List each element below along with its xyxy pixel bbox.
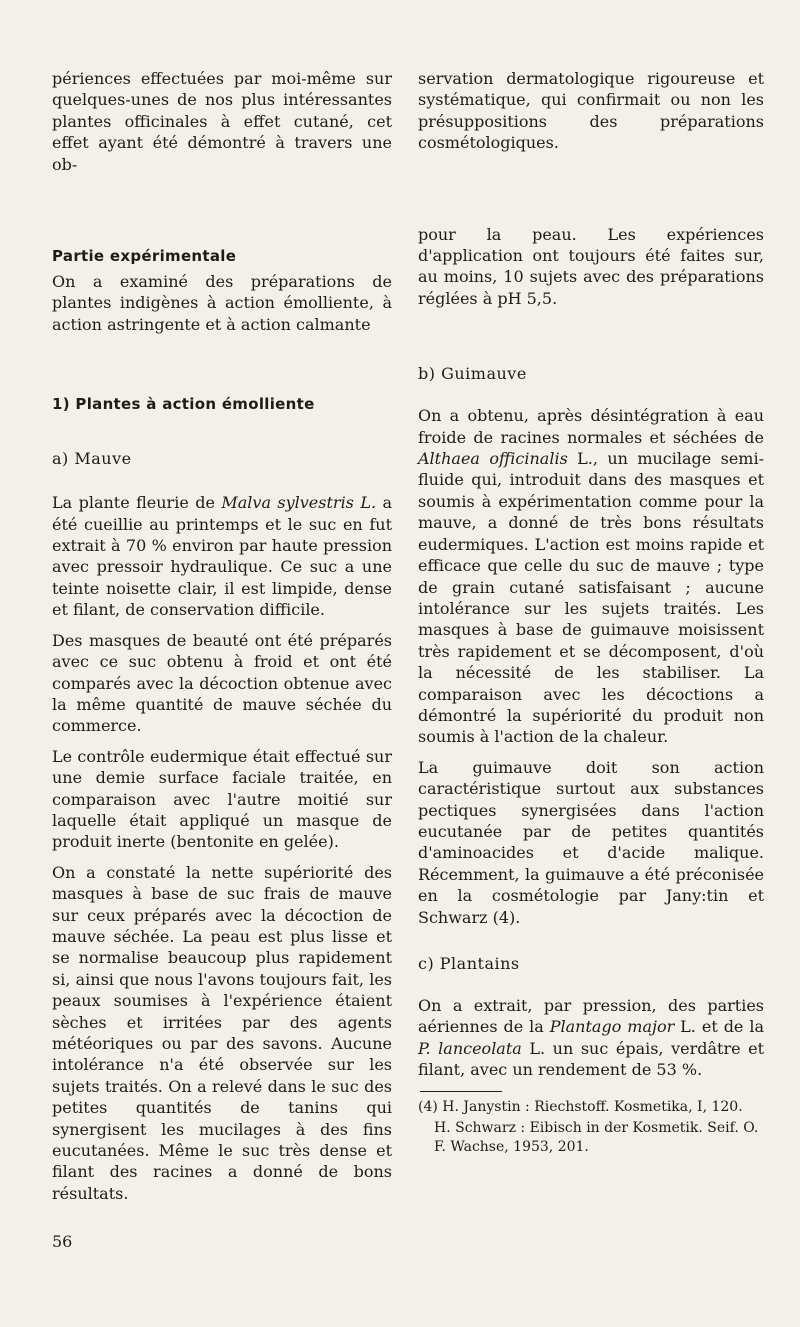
footnote-divider [420,1091,502,1092]
mauve-paragraph-1: La plante fleurie de Malva sylvestris L. a été cueillie au printemps et le suc en fut extrait à 70 % environ par haute pression avec pressoir hydraulique. Ce suc a une teinte noisette clair, il est limpide, dense et filant, de conservation difficile. [52,493,392,620]
subsection-heading: 1) Plantes à action émolliente [52,395,315,414]
mauve-paragraph-2: Des masques de beauté ont été préparés avec ce suc obtenu à froid et ont été comparés avec la décoction obtenue avec la même quantité de mauve séchée du commerce. [52,630,392,736]
right-intro-paragraph: servation dermatologique rigoureuse et systématique, qui confirmait ou non les présuppositions des préparations cosmétologiques. [418,69,764,153]
left-column [52,68,392,1204]
footnote-1: (4) H. Janystin : Riechstoff. Kosmetika, I, 120. [418,1098,743,1115]
mauve-label: a) Mauve [52,449,132,469]
right-column [418,68,764,1157]
plantains-paragraph: On a extrait, par pression, des parties aériennes de la Plantago major L. et de la P. lanceolata L. un suc épais, verdâtre et filant, avec un rendement de 53 %. [418,996,765,1080]
skin-paragraph: pour la peau. Les expériences d'application ont toujours été faites sur, au moins, 10 sujets avec des préparations réglées à pH 5,5. [418,224,764,308]
section-heading: Partie expérimentale [52,247,237,266]
footnotes [418,1098,764,1157]
page-number: 56 [52,1232,73,1251]
guimauve-label: b) Guimauve [418,364,527,384]
guimauve-paragraph-1: On a obtenu, après désintégration à eau froide de racines normales et séchées de Althaea officinalis L., un mucilage semi-fluide qui, introduit dans des masques et soumis à expérimentation comme pour la mauve, a donné de très bons résultats eudermiques. L'action est moins rapide et efficace que celle du suc de mauve ; type de grain cutané satisfaisant ; aucune intolérance sur les sujets traités. Les masques à base de guimauve moisissent très rapidement et se décomposent, d'où la nécessité de les stabiliser. La comparaison avec les décoctions a démontré la supériorité du produit non soumis à l'action de la chaleur. [418,406,765,747]
mauve-paragraph-4: On a constaté la nette supériorité des masques à base de suc frais de mauve sur ceux préparés avec la décoction de mauve séchée. La peau est plus lisse et se normalise beaucoup plus rapidement si, ainsi que nous l'avons toujours fait, les peaux soumises à l'expérience étaient sèches et irritées par des agents météoriques ou par des savons. Aucune intolérance n'a été observée sur les sujets traités. On a relevé dans le suc des petites quantités de tanins qui synergisent les mucilages à des fins eucutanées. Même le suc très dense et filant des racines a donné de bons résultats. [52,862,392,1203]
plantains-label: c) Plantains [418,954,520,973]
footnote-2: H. Schwarz : Eibisch in der Kosmetik. Seif. O. F. Wachse, 1953, 201. [434,1119,759,1155]
guimauve-paragraph-2: La guimauve doit son action caractéristique surtout aux substances pectiques synergisées dans l'action eucutanée par de petites quantités d'aminoacides et d'acide malique. Récemment, la guimauve a été préconisée en la cosmétologie par Jany:tin et Schwarz (4). [418,757,764,927]
left-intro-paragraph: périences effectuées par moi-même sur quelques-unes de nos plus intéressantes plantes officinales à effet cutané, cet effet ayant été démontré à travers une ob- [52,69,392,174]
section-intro-paragraph: On a examiné des préparations de plantes indigènes à action émolliente, à action astringente et à action calmante [52,272,392,334]
mauve-paragraph-3: Le contrôle eudermique était effectué sur une demie surface faciale traitée, en comparaison avec l'autre moitié sur laquelle était appliqué un masque de produit inerte (bentonite en gelée). [52,746,392,852]
